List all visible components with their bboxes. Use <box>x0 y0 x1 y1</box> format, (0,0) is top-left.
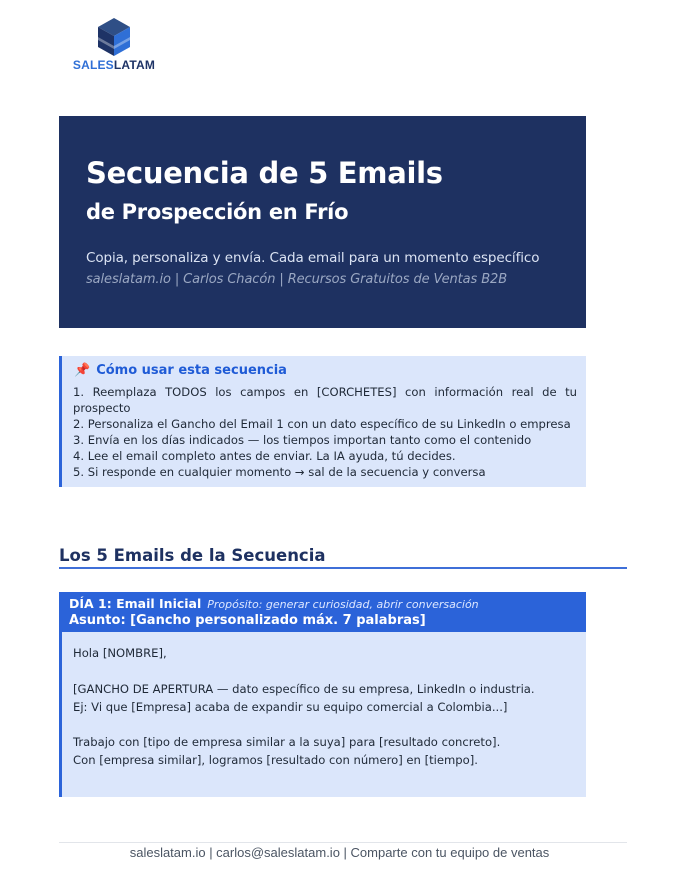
logo-word-sales: SALES <box>72 58 114 72</box>
logo-wordmark <box>72 58 156 72</box>
howto-step: 2. Personaliza el Gancho del Email 1 con un dato específico de su LinkedIn o empresa <box>73 417 571 431</box>
email-day-text: DÍA 1: Email Inicial <box>69 596 202 611</box>
email-day-label <box>69 596 479 611</box>
hero-tagline: Copia, personaliza y envía. Cada email para un momento específico <box>86 250 540 266</box>
howto-heading-text: Cómo usar esta secuencia <box>96 363 287 378</box>
email-body-line: [GANCHO DE APERTURA — dato específico de su empresa, LinkedIn o industria. <box>73 682 535 696</box>
howto-steps <box>73 384 577 480</box>
footer-divider <box>59 842 627 843</box>
section-title: Los 5 Emails de la Secuencia <box>59 546 326 565</box>
hero-meta: saleslatam.io | Carlos Chacón | Recursos Gratuitos de Ventas B2B <box>86 272 508 287</box>
email-purpose: Propósito: generar curiosidad, abrir conversación <box>207 598 479 611</box>
hero-banner <box>59 116 586 328</box>
email-body-line: Ej: Vi que [Empresa] acaba de expandir su equipo comercial a Colombia...] <box>73 700 508 714</box>
logo-word-latam: LATAM <box>113 58 156 72</box>
cube-icon <box>90 18 138 58</box>
pushpin-icon: 📌 <box>74 363 91 378</box>
email-card-header <box>59 592 586 632</box>
howto-callout <box>59 356 586 487</box>
howto-step: 5. Si responde en cualquier momento → sal de la secuencia y conversa <box>73 465 486 479</box>
saleslatam-logo <box>72 18 156 78</box>
email-greeting: Hola [NOMBRE], <box>73 646 167 660</box>
email-body-line: Con [empresa similar], logramos [resultado con número] en [tiempo]. <box>73 753 478 767</box>
page-subtitle: de Prospección en Frío <box>86 200 349 224</box>
section-divider <box>59 567 627 569</box>
email-body <box>59 632 586 797</box>
howto-step: 3. Envía en los días indicados — los tiempos importan tanto como el contenido <box>73 433 532 447</box>
email-subject: Asunto: [Gancho personalizado máx. 7 palabras] <box>69 613 426 628</box>
page-title: Secuencia de 5 Emails <box>86 156 443 190</box>
howto-step: 1. Reemplaza TODOS los campos en [CORCHETES] con información real de tu prospecto <box>73 385 577 415</box>
howto-heading <box>74 363 287 378</box>
footer-text: saleslatam.io | carlos@saleslatam.io | Comparte con tu equipo de ventas <box>129 845 550 860</box>
howto-step: 4. Lee el email completo antes de enviar. La IA ayuda, tú decides. <box>73 449 456 463</box>
email-body-line: Trabajo con [tipo de empresa similar a la suya] para [resultado concreto]. <box>73 735 501 749</box>
